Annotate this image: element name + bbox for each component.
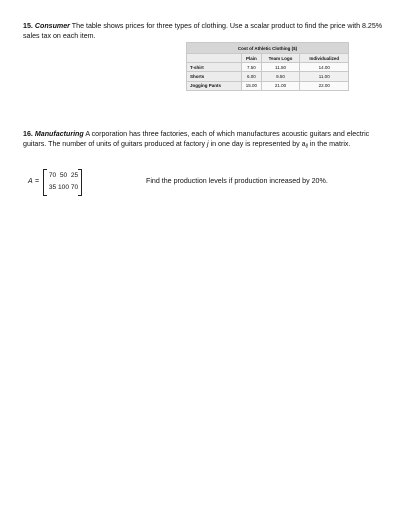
table-title: Cost of Athletic Clothing ($) xyxy=(187,43,349,54)
table-cell: 9.50 xyxy=(261,72,300,81)
subscript-ij: ij xyxy=(305,142,308,149)
right-bracket xyxy=(78,169,82,196)
table-row xyxy=(187,72,349,81)
table-row xyxy=(187,81,349,90)
table-header-blank xyxy=(187,54,242,63)
task-instruction: Find the production levels if production increased by 20%. xyxy=(146,177,328,185)
matrix-row xyxy=(47,170,80,182)
matrix-entry: 100 xyxy=(58,183,70,191)
table-header-plain: Plain xyxy=(242,54,261,63)
table-cell: 11.00 xyxy=(300,72,349,81)
factory-index-j: j xyxy=(207,139,209,148)
problem-16 xyxy=(23,130,385,151)
problem-16-text-a: A corporation has three factories, each of which manufactures acoustic guitars and electric guitars. The number of units of guitars produced at factory xyxy=(23,130,370,148)
table-header-individualized: Individualized xyxy=(300,54,349,63)
problem-15 xyxy=(23,22,383,41)
matrix-entry: 25 xyxy=(70,172,79,179)
equals-sign: = xyxy=(35,177,40,185)
problem-16-topic: Manufacturing xyxy=(34,130,84,138)
matrix-row xyxy=(47,182,80,194)
matrix-entries xyxy=(47,170,80,193)
table-cell: 11.50 xyxy=(261,63,300,72)
table-cell: 22.00 xyxy=(300,81,349,90)
problem-16-text-b: in one day is represented by a xyxy=(208,139,306,148)
matrix-entry: 70 xyxy=(70,183,79,191)
row-label: Jogging Pants xyxy=(187,81,242,90)
matrix-entry: 35 xyxy=(48,183,57,191)
problem-16-number: 16. xyxy=(23,130,33,138)
row-label: T-shirt xyxy=(187,63,242,72)
problem-16-text-c: in the matrix. xyxy=(307,139,351,148)
matrix-entry: 70 xyxy=(48,172,57,179)
athletic-clothing-cost-table xyxy=(186,42,349,91)
table-row xyxy=(187,63,349,72)
table-cell: 6.00 xyxy=(242,72,261,81)
matrix-entry: 50 xyxy=(59,172,68,179)
table-cell: 15.00 xyxy=(242,81,261,90)
table-cell: 14.00 xyxy=(300,63,349,72)
row-label: Shorts xyxy=(187,72,242,81)
problem-15-text: The table shows prices for three types of clothing. Use a scalar product to find the price with 8.25% sales tax on each item. xyxy=(23,22,383,40)
table-cell: 21.00 xyxy=(261,81,300,90)
table-cell: 7.50 xyxy=(242,63,261,72)
problem-15-topic: Consumer xyxy=(34,22,70,30)
matrix-name: A xyxy=(28,178,33,185)
problem-15-number: 15. xyxy=(23,22,33,30)
table-header-team-logo: Team Logo xyxy=(261,54,300,63)
